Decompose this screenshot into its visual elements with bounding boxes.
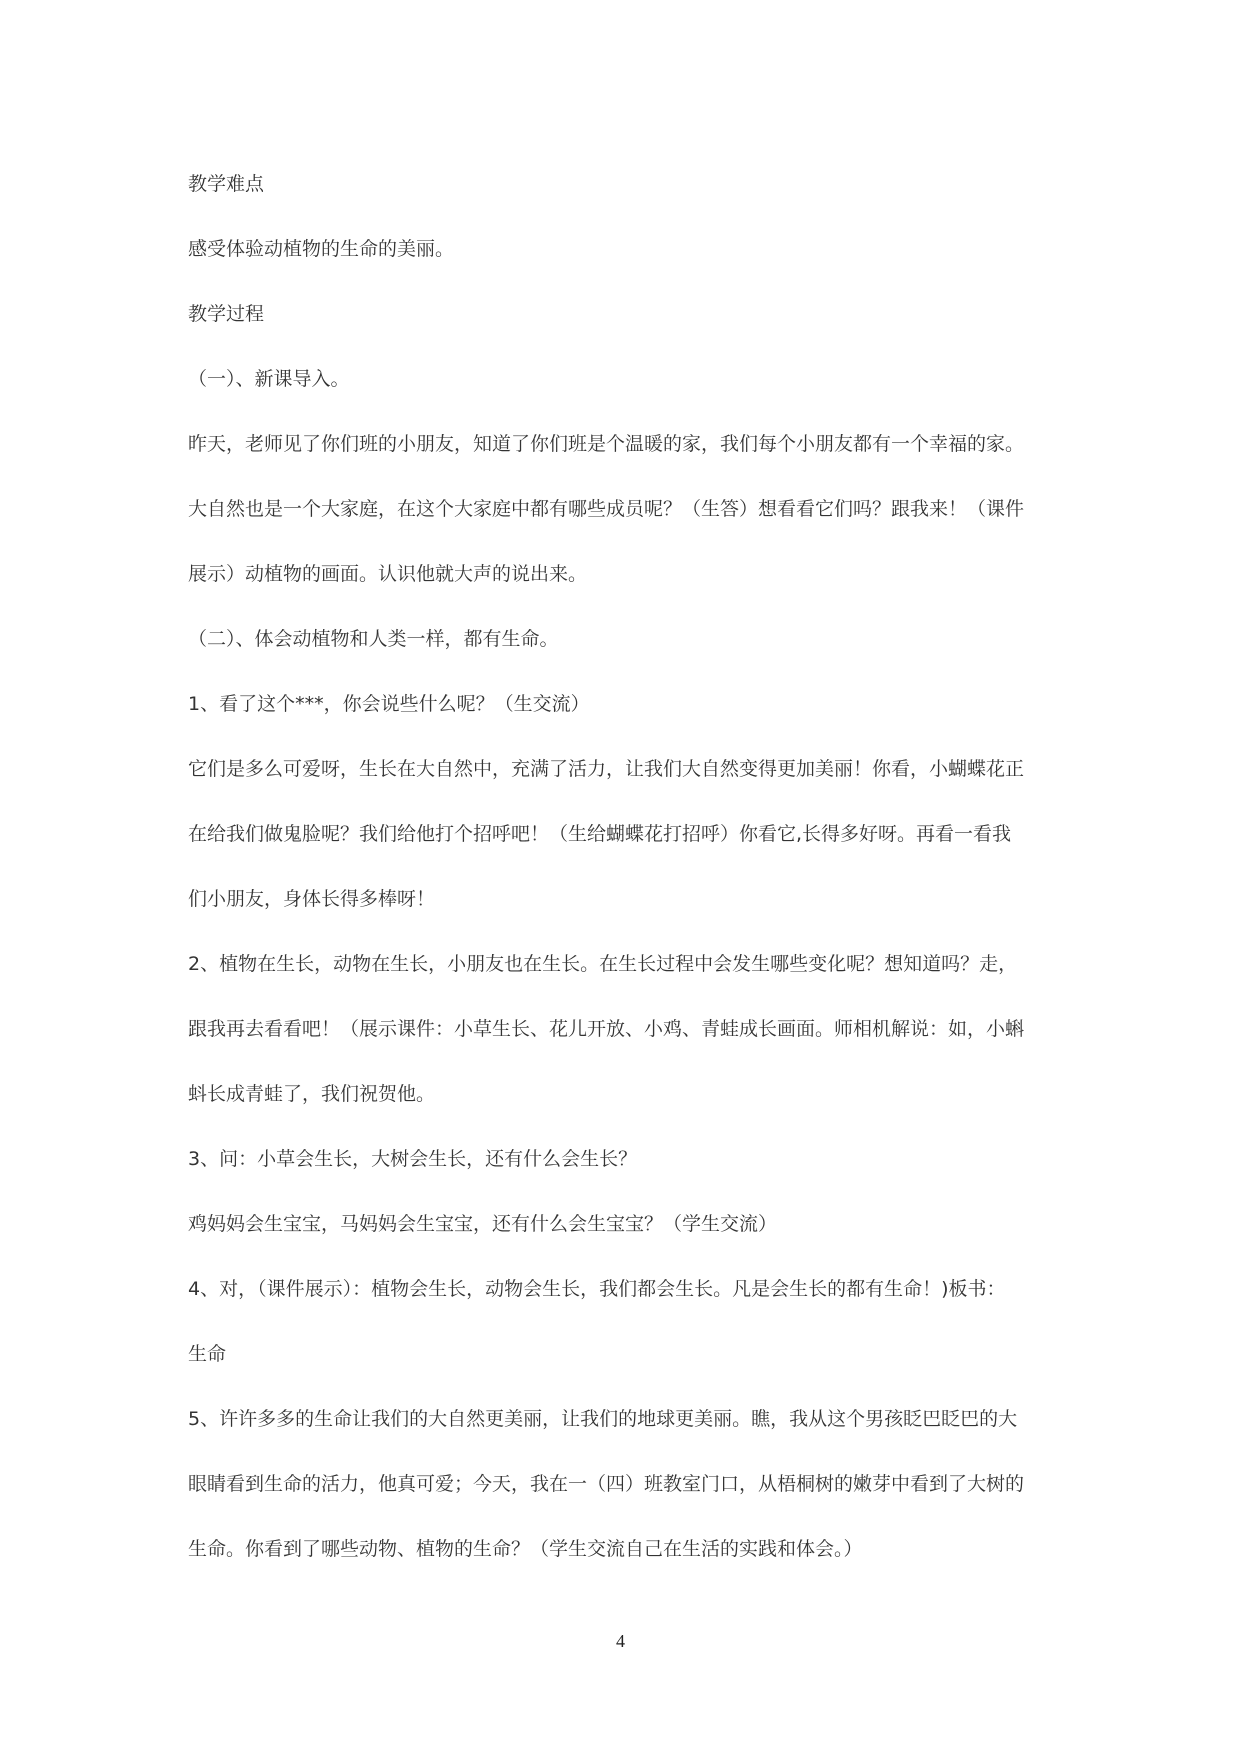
paragraph-line: 鸡妈妈会生宝宝，马妈妈会生宝宝，还有什么会生宝宝？（学生交流） [188,1213,778,1235]
paragraph-line: 眼睛看到生命的活力，他真可爱；今天，我在一（四）班教室门口，从梧桐树的嫩芽中看到了大树的 [188,1473,1025,1495]
paragraph-line: 5、许许多多的生命让我们的大自然更美丽，让我们的地球更美丽。瞧，我从这个男孩眨巴眨巴的大 [188,1408,1018,1430]
paragraph-line: 3、问：小草会生长，大树会生长，还有什么会生长？ [188,1148,638,1170]
paragraph-line: 4、对，（课件展示）：植物会生长，动物会生长，我们都会生长。凡是会生长的都有生命！)板书： [188,1278,1006,1300]
paragraph-line: 1、看了这个***，你会说些什么呢？（生交流） [188,693,590,715]
page-number: 4 [616,1631,625,1651]
paragraph-line: 蚪长成青蛙了，我们祝贺他。 [188,1083,436,1105]
subsection-heading-1: （一）、新课导入。 [188,368,350,390]
section-heading-difficulty: 教学难点 [188,173,265,195]
paragraph-line: 生命 [188,1343,227,1365]
paragraph-line: 昨天，老师见了你们班的小朋友，知道了你们班是个温暖的家，我们每个小朋友都有一个幸福的家。 [188,433,1025,455]
paragraph-line: 展示）动植物的画面。认识他就大声的说出来。 [188,563,588,585]
paragraph-line: 在给我们做鬼脸呢？我们给他打个招呼吧！（生给蝴蝶花打招呼）你看它,长得多好呀。再看一看我 [188,823,1012,845]
paragraph-line: 大自然也是一个大家庭，在这个大家庭中都有哪些成员呢？（生答）想看看它们吗？跟我来！（课件 [188,498,1025,520]
paragraph-line: 们小朋友，身体长得多棒呀！ [188,888,436,910]
paragraph-line: 跟我再去看看吧！（展示课件：小草生长、花儿开放、小鸡、青蛙成长画面。师相机解说：如，小蝌 [188,1018,1025,1040]
paragraph-line: 生命。你看到了哪些动物、植物的生命？（学生交流自己在生活的实践和体会。） [188,1538,863,1560]
paragraph-line: 它们是多么可爱呀，生长在大自然中，充满了活力，让我们大自然变得更加美丽！你看，小蝴蝶花正 [188,758,1025,780]
section-heading-process: 教学过程 [188,303,265,325]
paragraph-line: 2、植物在生长，动物在生长，小朋友也在生长。在生长过程中会发生哪些变化呢？想知道吗？走， [188,953,1018,975]
subsection-heading-2: （二）、体会动植物和人类一样，都有生命。 [188,628,559,650]
paragraph-line: 感受体验动植物的生命的美丽。 [188,238,455,260]
